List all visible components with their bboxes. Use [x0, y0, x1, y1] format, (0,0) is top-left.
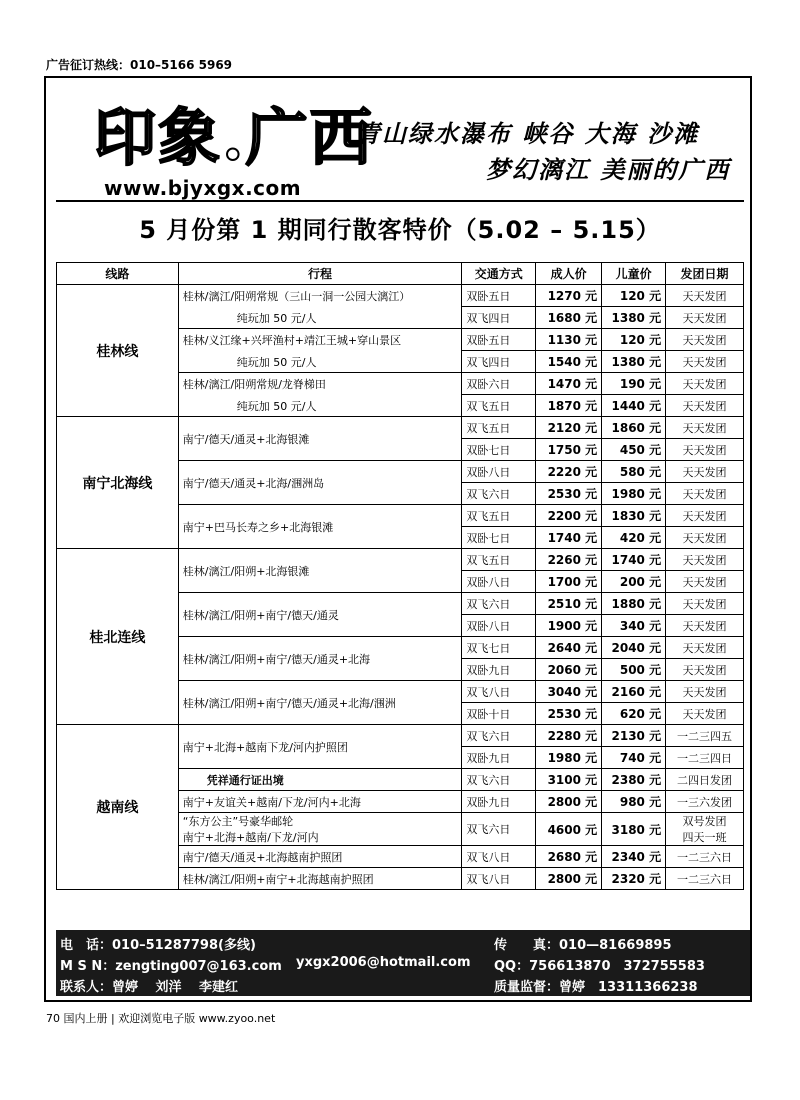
- departure-cell: 天天发团: [666, 373, 744, 395]
- itinerary-text: 南宁+巴马长寿之乡+北海银滩: [182, 520, 334, 534]
- child-price-cell: 3180 元: [602, 813, 666, 846]
- child-price-cell: 2040 元: [602, 637, 666, 659]
- adult-price-cell: 1740 元: [536, 527, 602, 549]
- header-child-price: 儿童价: [602, 263, 666, 285]
- adult-price-cell: 1700 元: [536, 571, 602, 593]
- child-price-cell: 340 元: [602, 615, 666, 637]
- itinerary-text: 凭祥通行证出境: [206, 773, 284, 787]
- departure-line-1: 双号发团: [682, 815, 727, 828]
- transport-cell: 双卧七日: [462, 527, 536, 549]
- departure-cell: 天天发团: [666, 483, 744, 505]
- adult-price-cell: 2680 元: [536, 846, 602, 868]
- transport-cell: 双卧九日: [462, 659, 536, 681]
- adult-price-cell: 1470 元: [536, 373, 602, 395]
- transport-cell: 双卧七日: [462, 439, 536, 461]
- adult-price-cell: 1900 元: [536, 615, 602, 637]
- itinerary-text: 桂林/漓江/阳朔+北海银滩: [182, 564, 310, 578]
- child-price-cell: 2380 元: [602, 769, 666, 791]
- departure-cell: 天天发团: [666, 395, 744, 417]
- table-row: [57, 725, 744, 747]
- price-table: [56, 262, 744, 890]
- transport-cell: 双飞六日: [462, 725, 536, 747]
- departure-cell: 天天发团: [666, 527, 744, 549]
- transport-cell: 双飞六日: [462, 769, 536, 791]
- adult-price-cell: 1750 元: [536, 439, 602, 461]
- child-price-cell: 1980 元: [602, 483, 666, 505]
- transport-cell: 双飞八日: [462, 868, 536, 890]
- child-price-cell: 2160 元: [602, 681, 666, 703]
- departure-cell: 天天发团: [666, 549, 744, 571]
- child-price-cell: 620 元: [602, 703, 666, 725]
- transport-cell: 双卧十日: [462, 703, 536, 725]
- itinerary-text: 南宁+北海+越南下龙/河内护照团: [182, 740, 348, 754]
- departure-cell: 二四日发团: [666, 769, 744, 791]
- itinerary-text: “东方公主”号豪华邮轮: [182, 815, 294, 828]
- itinerary-text: 桂林/漓江/阳朔+南宁/德天/通灵: [182, 608, 339, 622]
- adult-price-cell: 2800 元: [536, 868, 602, 890]
- child-price-cell: 2320 元: [602, 868, 666, 890]
- table-header-row: [57, 263, 744, 285]
- transport-cell: 双卧六日: [462, 373, 536, 395]
- transport-cell: 双飞五日: [462, 417, 536, 439]
- departure-cell: 天天发团: [666, 439, 744, 461]
- itinerary-text: 南宁/德天/通灵+北海/涠洲岛: [182, 476, 325, 490]
- itinerary-cell: [178, 637, 462, 681]
- itinerary-text: 南宁/德天/通灵+北海越南护照团: [182, 850, 343, 864]
- departure-cell: 天天发团: [666, 351, 744, 373]
- itinerary-cell: [178, 285, 462, 329]
- child-price-cell: 190 元: [602, 373, 666, 395]
- adult-price-cell: 2530 元: [536, 703, 602, 725]
- itinerary-text: 南宁+友谊关+越南/下龙/河内+北海: [182, 795, 361, 809]
- transport-cell: 双卧八日: [462, 615, 536, 637]
- table-row: [57, 417, 744, 439]
- departure-cell: 天天发团: [666, 285, 744, 307]
- departure-cell: 天天发团: [666, 659, 744, 681]
- transport-cell: 双卧八日: [462, 461, 536, 483]
- brand-header: [56, 88, 742, 200]
- itinerary-text: 桂林/漓江/阳朔+南宁/德天/通灵+北海/涠洲: [182, 696, 396, 710]
- adult-price-cell: 2200 元: [536, 505, 602, 527]
- child-price-cell: 1380 元: [602, 307, 666, 329]
- itinerary-cell: [178, 681, 462, 725]
- adult-price-cell: 2530 元: [536, 483, 602, 505]
- itinerary-note: 纯玩加 50 元/人: [236, 311, 317, 325]
- itinerary-text: 南宁/德天/通灵+北海银滩: [182, 432, 310, 446]
- adult-price-cell: 1270 元: [536, 285, 602, 307]
- itinerary-text: 桂林/义江缘+兴坪渔村+靖江王城+穿山景区: [182, 333, 402, 347]
- logo-text: 印象.广西: [94, 101, 374, 174]
- transport-cell: 双飞六日: [462, 813, 536, 846]
- child-price-cell: 120 元: [602, 329, 666, 351]
- departure-cell: 天天发团: [666, 593, 744, 615]
- departure-cell: 天天发团: [666, 637, 744, 659]
- transport-cell: 双卧九日: [462, 791, 536, 813]
- transport-cell: 双飞五日: [462, 505, 536, 527]
- adult-price-cell: 2280 元: [536, 725, 602, 747]
- departure-cell: 天天发团: [666, 329, 744, 351]
- table-row: [57, 285, 744, 307]
- itinerary-note: 纯玩加 50 元/人: [236, 355, 317, 369]
- contact-people: 联系人：曾婷 刘洋 李建红: [60, 980, 239, 995]
- itinerary-cell: [178, 461, 462, 505]
- child-price-cell: 450 元: [602, 439, 666, 461]
- transport-cell: 双卧五日: [462, 329, 536, 351]
- child-price-cell: 1440 元: [602, 395, 666, 417]
- route-name: 桂林线: [57, 285, 179, 417]
- itinerary-cell: [178, 791, 462, 813]
- departure-line-2: 四天一班: [682, 831, 727, 844]
- transport-cell: 双飞五日: [462, 549, 536, 571]
- header-transport: 交通方式: [462, 263, 536, 285]
- contact-phone: 电 话：010–51287798(多线): [60, 938, 256, 953]
- itinerary-cell: [178, 417, 462, 461]
- departure-cell: 一二三六日: [666, 846, 744, 868]
- departure-cell: 天天发团: [666, 615, 744, 637]
- departure-cell: 天天发团: [666, 417, 744, 439]
- child-price-cell: 1860 元: [602, 417, 666, 439]
- itinerary-cell: [178, 725, 462, 769]
- departure-cell: 一二三四日: [666, 747, 744, 769]
- table-row: [57, 549, 744, 571]
- page-footer: 70 国内上册 | 欢迎浏览电子版 www.zyoo.net: [46, 1012, 276, 1025]
- departure-cell: 天天发团: [666, 703, 744, 725]
- departure-cell: 天天发团: [666, 307, 744, 329]
- ad-hotline: 广告征订热线：010–5166 5969: [46, 58, 233, 72]
- child-price-cell: 1380 元: [602, 351, 666, 373]
- adult-price-cell: 3100 元: [536, 769, 602, 791]
- child-price-cell: 2130 元: [602, 725, 666, 747]
- itinerary-cell: [178, 846, 462, 868]
- departure-cell: 一二三六日: [666, 868, 744, 890]
- header-departure: 发团日期: [666, 263, 744, 285]
- transport-cell: 双飞六日: [462, 593, 536, 615]
- departure-cell: 一三六发团: [666, 791, 744, 813]
- departure-cell: [666, 813, 744, 846]
- route-name: 南宁北海线: [57, 417, 179, 549]
- departure-cell: 一二三四五: [666, 725, 744, 747]
- transport-cell: 双飞八日: [462, 846, 536, 868]
- child-price-cell: 1830 元: [602, 505, 666, 527]
- adult-price-cell: 2060 元: [536, 659, 602, 681]
- adult-price-cell: 1540 元: [536, 351, 602, 373]
- child-price-cell: 500 元: [602, 659, 666, 681]
- slogan-line-2: 梦幻漓江 美丽的广西: [486, 155, 731, 184]
- transport-cell: 双飞四日: [462, 307, 536, 329]
- child-price-cell: 1880 元: [602, 593, 666, 615]
- adult-price-cell: 4600 元: [536, 813, 602, 846]
- transport-cell: 双飞八日: [462, 681, 536, 703]
- child-price-cell: 980 元: [602, 791, 666, 813]
- contact-bar: [56, 930, 750, 996]
- logo-url[interactable]: www.bjyxgx.com: [104, 176, 302, 200]
- itinerary-cell: [178, 329, 462, 373]
- child-price-cell: 740 元: [602, 747, 666, 769]
- child-price-cell: 580 元: [602, 461, 666, 483]
- itinerary-cell: [178, 373, 462, 417]
- contact-msn[interactable]: M S N：zengting007@163.com: [60, 959, 282, 974]
- adult-price-cell: 2640 元: [536, 637, 602, 659]
- transport-cell: 双卧八日: [462, 571, 536, 593]
- itinerary-note: 纯玩加 50 元/人: [236, 399, 317, 413]
- child-price-cell: 200 元: [602, 571, 666, 593]
- adult-price-cell: 1980 元: [536, 747, 602, 769]
- transport-cell: 双飞五日: [462, 395, 536, 417]
- transport-cell: 双卧五日: [462, 285, 536, 307]
- transport-cell: 双飞七日: [462, 637, 536, 659]
- adult-price-cell: 1870 元: [536, 395, 602, 417]
- itinerary-text: 桂林/漓江/阳朔常规/龙脊梯田: [182, 377, 326, 391]
- itinerary-text-2: 南宁+北海+越南/下龙/河内: [182, 831, 319, 844]
- header-divider: [56, 200, 744, 202]
- adult-price-cell: 3040 元: [536, 681, 602, 703]
- departure-cell: 天天发团: [666, 461, 744, 483]
- departure-cell: 天天发团: [666, 681, 744, 703]
- adult-price-cell: 2800 元: [536, 791, 602, 813]
- adult-price-cell: 1130 元: [536, 329, 602, 351]
- contact-msn-2[interactable]: yxgx2006@hotmail.com: [296, 955, 471, 970]
- itinerary-cell: [178, 868, 462, 890]
- transport-cell: 双飞四日: [462, 351, 536, 373]
- contact-supervision: 质量监督：曾婷 13311366238: [494, 980, 698, 995]
- itinerary-cell: [178, 769, 462, 791]
- itinerary-cell: [178, 505, 462, 549]
- adult-price-cell: 1680 元: [536, 307, 602, 329]
- itinerary-cell: [178, 593, 462, 637]
- route-name: 越南线: [57, 725, 179, 890]
- itinerary-text: 桂林/漓江/阳朔+南宁/德天/通灵+北海: [182, 652, 371, 666]
- contact-qq: QQ：756613870 372755583: [494, 959, 705, 974]
- transport-cell: 双飞六日: [462, 483, 536, 505]
- page-headline: 5 月份第 1 期同行散客特价（5.02 – 5.15）: [139, 216, 661, 244]
- itinerary-cell: [178, 813, 462, 846]
- slogan-line-1: 青山绿水瀑布 峡谷 大海 沙滩: [356, 119, 700, 148]
- transport-cell: 双卧九日: [462, 747, 536, 769]
- child-price-cell: 1740 元: [602, 549, 666, 571]
- child-price-cell: 2340 元: [602, 846, 666, 868]
- child-price-cell: 420 元: [602, 527, 666, 549]
- adult-price-cell: 2120 元: [536, 417, 602, 439]
- route-name: 桂北连线: [57, 549, 179, 725]
- header-adult-price: 成人价: [536, 263, 602, 285]
- itinerary-cell: [178, 549, 462, 593]
- header-route: 线路: [57, 263, 179, 285]
- header-itinerary: 行程: [178, 263, 462, 285]
- adult-price-cell: 2220 元: [536, 461, 602, 483]
- itinerary-text: 桂林/漓江/阳朔常规（三山一洞一公园大漓江）: [182, 289, 411, 303]
- contact-fax: 传 真：010—81669895: [494, 938, 672, 953]
- itinerary-text: 桂林/漓江/阳朔+南宁+北海越南护照团: [182, 872, 374, 886]
- adult-price-cell: 2510 元: [536, 593, 602, 615]
- departure-cell: 天天发团: [666, 571, 744, 593]
- child-price-cell: 120 元: [602, 285, 666, 307]
- adult-price-cell: 2260 元: [536, 549, 602, 571]
- departure-cell: 天天发团: [666, 505, 744, 527]
